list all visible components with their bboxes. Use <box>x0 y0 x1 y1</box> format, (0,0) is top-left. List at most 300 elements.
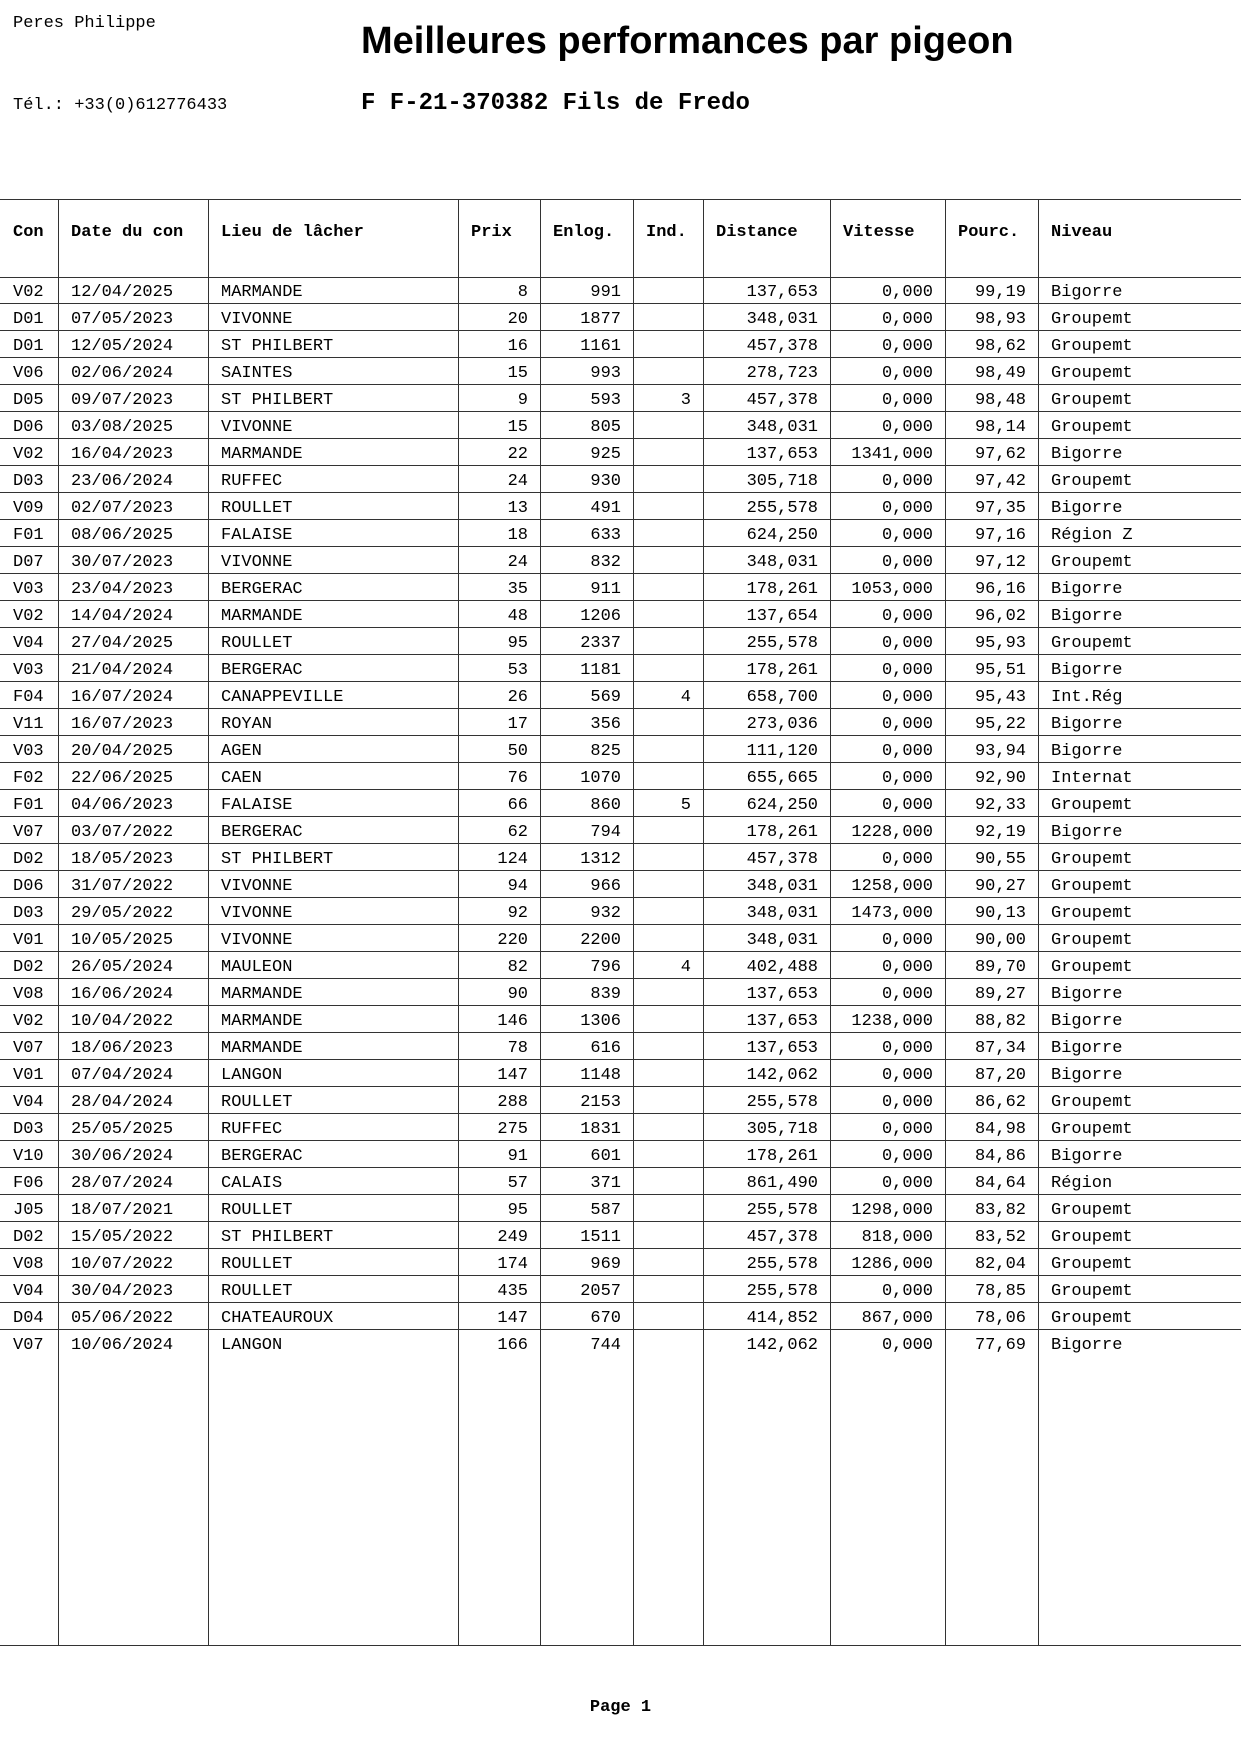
cell-enlog: 1877 <box>580 310 621 329</box>
cell-date: 03/07/2022 <box>71 823 174 842</box>
cell-niveau: Groupemt <box>1051 1255 1133 1274</box>
cell-vitesse: 0,000 <box>881 418 933 437</box>
cell-enlog: 825 <box>590 742 621 761</box>
column-divider <box>830 199 831 1645</box>
cell-date: 27/04/2025 <box>71 634 174 653</box>
cell-pourc: 78,85 <box>974 1282 1026 1301</box>
cell-vitesse: 0,000 <box>881 715 933 734</box>
cell-distance: 348,031 <box>746 310 818 329</box>
cell-vitesse: 0,000 <box>881 1147 933 1166</box>
page-number: Page 1 <box>589 1698 652 1717</box>
cell-pourc: 95,43 <box>974 688 1026 707</box>
table-row <box>0 682 1241 709</box>
cell-distance: 655,665 <box>746 769 818 788</box>
cell-prix: 82 <box>507 958 528 977</box>
column-header-con: Con <box>13 223 44 242</box>
table-row <box>0 817 1241 844</box>
cell-con: V08 <box>13 985 44 1004</box>
cell-enlog: 371 <box>590 1174 621 1193</box>
cell-prix: 15 <box>507 418 528 437</box>
cell-prix: 57 <box>507 1174 528 1193</box>
header-bottom-border <box>0 277 1241 278</box>
cell-enlog: 601 <box>590 1147 621 1166</box>
cell-prix: 13 <box>507 499 528 518</box>
cell-con: V09 <box>13 499 44 518</box>
table-row <box>0 1276 1241 1303</box>
cell-lieu: VIVONNE <box>221 310 293 329</box>
cell-vitesse: 0,000 <box>881 1039 933 1058</box>
cell-vitesse: 0,000 <box>881 337 933 356</box>
cell-date: 21/04/2024 <box>71 661 174 680</box>
cell-prix: 66 <box>507 796 528 815</box>
cell-niveau: Groupemt <box>1051 1093 1133 1112</box>
cell-vitesse: 0,000 <box>881 985 933 1004</box>
cell-con: D03 <box>13 472 44 491</box>
cell-prix: 95 <box>507 1201 528 1220</box>
cell-lieu: FALAISE <box>221 796 293 815</box>
cell-pourc: 82,04 <box>974 1255 1026 1274</box>
cell-prix: 15 <box>507 364 528 383</box>
cell-vitesse: 0,000 <box>881 742 933 761</box>
cell-niveau: Groupemt <box>1051 391 1133 410</box>
cell-prix: 26 <box>507 688 528 707</box>
cell-prix: 249 <box>497 1228 528 1247</box>
cell-distance: 414,852 <box>746 1309 818 1328</box>
cell-con: V07 <box>13 1336 44 1355</box>
table-row <box>0 628 1241 655</box>
cell-enlog: 670 <box>590 1309 621 1328</box>
table-row <box>0 1249 1241 1276</box>
cell-lieu: BERGERAC <box>221 823 303 842</box>
cell-prix: 174 <box>497 1255 528 1274</box>
cell-pourc: 84,86 <box>974 1147 1026 1166</box>
column-header-enlog: Enlog. <box>553 223 615 242</box>
cell-distance: 348,031 <box>746 418 818 437</box>
cell-prix: 24 <box>507 553 528 572</box>
cell-distance: 255,578 <box>746 1282 818 1301</box>
cell-vitesse: 1258,000 <box>851 877 933 896</box>
cell-lieu: MARMANDE <box>221 283 303 302</box>
cell-prix: 147 <box>497 1066 528 1085</box>
table-row <box>0 1033 1241 1060</box>
cell-enlog: 796 <box>590 958 621 977</box>
cell-vitesse: 0,000 <box>881 526 933 545</box>
cell-date: 23/06/2024 <box>71 472 174 491</box>
cell-prix: 22 <box>507 445 528 464</box>
column-header-pourc: Pourc. <box>958 223 1020 242</box>
cell-prix: 18 <box>507 526 528 545</box>
table-row <box>0 736 1241 763</box>
cell-niveau: Bigorre <box>1051 661 1123 680</box>
cell-enlog: 805 <box>590 418 621 437</box>
cell-niveau: Groupemt <box>1051 364 1133 383</box>
table-body <box>0 277 1241 1357</box>
cell-date: 18/05/2023 <box>71 850 174 869</box>
cell-lieu: VIVONNE <box>221 931 293 950</box>
cell-pourc: 93,94 <box>974 742 1026 761</box>
cell-enlog: 587 <box>590 1201 621 1220</box>
table-row <box>0 412 1241 439</box>
cell-distance: 305,718 <box>746 472 818 491</box>
cell-distance: 348,031 <box>746 931 818 950</box>
column-divider <box>458 199 459 1645</box>
column-header-niveau: Niveau <box>1051 223 1113 242</box>
cell-lieu: RUFFEC <box>221 1120 283 1139</box>
cell-lieu: ROULLET <box>221 1093 293 1112</box>
column-header-lieu: Lieu de lâcher <box>221 223 364 242</box>
cell-niveau: Bigorre <box>1051 823 1123 842</box>
cell-date: 30/07/2023 <box>71 553 174 572</box>
cell-pourc: 98,14 <box>974 418 1026 437</box>
column-divider <box>633 199 634 1645</box>
table-row <box>0 385 1241 412</box>
table-row <box>0 1006 1241 1033</box>
cell-lieu: FALAISE <box>221 526 293 545</box>
cell-vitesse: 0,000 <box>881 391 933 410</box>
cell-lieu: ROULLET <box>221 1282 293 1301</box>
column-divider <box>540 199 541 1645</box>
cell-lieu: MARMANDE <box>221 607 303 626</box>
cell-enlog: 930 <box>590 472 621 491</box>
cell-enlog: 593 <box>590 391 621 410</box>
cell-niveau: Internat <box>1051 769 1133 788</box>
cell-lieu: AGEN <box>221 742 262 761</box>
cell-enlog: 969 <box>590 1255 621 1274</box>
cell-prix: 92 <box>507 904 528 923</box>
cell-lieu: MARMANDE <box>221 985 303 1004</box>
cell-niveau: Groupemt <box>1051 310 1133 329</box>
cell-pourc: 78,06 <box>974 1309 1026 1328</box>
cell-lieu: ST PHILBERT <box>221 850 334 869</box>
cell-date: 18/07/2021 <box>71 1201 174 1220</box>
cell-niveau: Groupemt <box>1051 553 1133 572</box>
table-row <box>0 520 1241 547</box>
cell-date: 02/07/2023 <box>71 499 174 518</box>
owner-phone: Tél.: +33(0)612776433 <box>13 96 228 115</box>
cell-con: D02 <box>13 1228 44 1247</box>
cell-niveau: Groupemt <box>1051 634 1133 653</box>
cell-pourc: 98,49 <box>974 364 1026 383</box>
cell-prix: 17 <box>507 715 528 734</box>
cell-vitesse: 1298,000 <box>851 1201 933 1220</box>
cell-enlog: 2337 <box>580 634 621 653</box>
cell-niveau: Région <box>1051 1174 1113 1193</box>
cell-distance: 457,378 <box>746 850 818 869</box>
cell-vitesse: 0,000 <box>881 1120 933 1139</box>
cell-vitesse: 0,000 <box>881 364 933 383</box>
cell-con: F06 <box>13 1174 44 1193</box>
cell-lieu: VIVONNE <box>221 418 293 437</box>
cell-con: D05 <box>13 391 44 410</box>
cell-pourc: 97,16 <box>974 526 1026 545</box>
cell-pourc: 97,42 <box>974 472 1026 491</box>
column-divider <box>208 199 209 1645</box>
cell-date: 29/05/2022 <box>71 904 174 923</box>
table-row <box>0 601 1241 628</box>
cell-distance: 457,378 <box>746 391 818 410</box>
cell-enlog: 832 <box>590 553 621 572</box>
cell-pourc: 92,19 <box>974 823 1026 842</box>
cell-con: V10 <box>13 1147 44 1166</box>
column-header-distance: Distance <box>716 223 798 242</box>
cell-enlog: 491 <box>590 499 621 518</box>
column-divider <box>945 199 946 1645</box>
table-row <box>0 763 1241 790</box>
cell-date: 22/06/2025 <box>71 769 174 788</box>
cell-distance: 137,654 <box>746 607 818 626</box>
page-title: Meilleures performances par pigeon <box>361 20 1014 62</box>
cell-niveau: Bigorre <box>1051 283 1123 302</box>
cell-enlog: 1148 <box>580 1066 621 1085</box>
cell-con: V07 <box>13 823 44 842</box>
cell-con: V01 <box>13 1066 44 1085</box>
table-row <box>0 1195 1241 1222</box>
cell-lieu: LANGON <box>221 1336 283 1355</box>
cell-distance: 402,488 <box>746 958 818 977</box>
cell-distance: 273,036 <box>746 715 818 734</box>
cell-lieu: ST PHILBERT <box>221 1228 334 1247</box>
cell-con: V07 <box>13 1039 44 1058</box>
cell-date: 02/06/2024 <box>71 364 174 383</box>
table-row <box>0 1141 1241 1168</box>
cell-pourc: 87,34 <box>974 1039 1026 1058</box>
cell-date: 16/04/2023 <box>71 445 174 464</box>
cell-lieu: BERGERAC <box>221 1147 303 1166</box>
cell-vitesse: 0,000 <box>881 661 933 680</box>
cell-vitesse: 0,000 <box>881 283 933 302</box>
cell-date: 18/06/2023 <box>71 1039 174 1058</box>
cell-con: V04 <box>13 634 44 653</box>
cell-prix: 8 <box>517 283 528 302</box>
cell-pourc: 77,69 <box>974 1336 1026 1355</box>
cell-lieu: BERGERAC <box>221 580 303 599</box>
cell-con: D06 <box>13 877 44 896</box>
table-row <box>0 1222 1241 1249</box>
cell-niveau: Bigorre <box>1051 985 1123 1004</box>
cell-enlog: 1306 <box>580 1012 621 1031</box>
cell-date: 16/07/2024 <box>71 688 174 707</box>
cell-prix: 78 <box>507 1039 528 1058</box>
cell-date: 10/07/2022 <box>71 1255 174 1274</box>
cell-vitesse: 0,000 <box>881 1093 933 1112</box>
cell-pourc: 96,02 <box>974 607 1026 626</box>
cell-con: D07 <box>13 553 44 572</box>
cell-vitesse: 818,000 <box>861 1228 933 1247</box>
cell-vitesse: 1228,000 <box>851 823 933 842</box>
cell-prix: 124 <box>497 850 528 869</box>
cell-enlog: 569 <box>590 688 621 707</box>
cell-distance: 861,490 <box>746 1174 818 1193</box>
table-row <box>0 1087 1241 1114</box>
cell-vitesse: 0,000 <box>881 553 933 572</box>
cell-niveau: Groupemt <box>1051 1228 1133 1247</box>
cell-date: 16/07/2023 <box>71 715 174 734</box>
cell-lieu: ST PHILBERT <box>221 391 334 410</box>
cell-con: V02 <box>13 445 44 464</box>
cell-niveau: Région Z <box>1051 526 1133 545</box>
cell-date: 10/05/2025 <box>71 931 174 950</box>
cell-con: D06 <box>13 418 44 437</box>
cell-niveau: Groupemt <box>1051 472 1133 491</box>
cell-pourc: 83,82 <box>974 1201 1026 1220</box>
cell-con: D01 <box>13 337 44 356</box>
cell-lieu: CANAPPEVILLE <box>221 688 344 707</box>
cell-pourc: 95,93 <box>974 634 1026 653</box>
cell-con: F01 <box>13 796 44 815</box>
cell-distance: 348,031 <box>746 553 818 572</box>
cell-pourc: 90,13 <box>974 904 1026 923</box>
cell-distance: 305,718 <box>746 1120 818 1139</box>
cell-pourc: 97,35 <box>974 499 1026 518</box>
table-row <box>0 493 1241 520</box>
cell-con: V06 <box>13 364 44 383</box>
cell-niveau: Groupemt <box>1051 1120 1133 1139</box>
table-row <box>0 574 1241 601</box>
table-row <box>0 979 1241 1006</box>
cell-con: V03 <box>13 580 44 599</box>
cell-distance: 178,261 <box>746 823 818 842</box>
table-row <box>0 844 1241 871</box>
cell-lieu: CAEN <box>221 769 262 788</box>
cell-enlog: 925 <box>590 445 621 464</box>
performance-table <box>0 199 1241 1645</box>
cell-vitesse: 0,000 <box>881 1066 933 1085</box>
table-row <box>0 709 1241 736</box>
cell-date: 31/07/2022 <box>71 877 174 896</box>
cell-lieu: CALAIS <box>221 1174 283 1193</box>
cell-niveau: Groupemt <box>1051 796 1133 815</box>
cell-prix: 76 <box>507 769 528 788</box>
cell-con: D03 <box>13 1120 44 1139</box>
cell-niveau: Bigorre <box>1051 1066 1123 1085</box>
cell-enlog: 356 <box>590 715 621 734</box>
cell-con: V11 <box>13 715 44 734</box>
cell-lieu: SAINTES <box>221 364 293 383</box>
cell-prix: 35 <box>507 580 528 599</box>
cell-niveau: Groupemt <box>1051 850 1133 869</box>
cell-enlog: 794 <box>590 823 621 842</box>
cell-pourc: 92,90 <box>974 769 1026 788</box>
cell-date: 12/04/2025 <box>71 283 174 302</box>
cell-pourc: 89,70 <box>974 958 1026 977</box>
cell-vitesse: 0,000 <box>881 607 933 626</box>
cell-con: V08 <box>13 1255 44 1274</box>
cell-prix: 50 <box>507 742 528 761</box>
cell-lieu: VIVONNE <box>221 877 293 896</box>
cell-enlog: 932 <box>590 904 621 923</box>
cell-vitesse: 0,000 <box>881 769 933 788</box>
cell-enlog: 1070 <box>580 769 621 788</box>
cell-vitesse: 0,000 <box>881 958 933 977</box>
cell-pourc: 97,62 <box>974 445 1026 464</box>
cell-vitesse: 1286,000 <box>851 1255 933 1274</box>
cell-enlog: 991 <box>590 283 621 302</box>
cell-distance: 255,578 <box>746 499 818 518</box>
cell-enlog: 616 <box>590 1039 621 1058</box>
cell-enlog: 1206 <box>580 607 621 626</box>
cell-distance: 255,578 <box>746 634 818 653</box>
cell-date: 30/04/2023 <box>71 1282 174 1301</box>
owner-name: Peres Philippe <box>13 14 156 33</box>
cell-date: 30/06/2024 <box>71 1147 174 1166</box>
cell-con: V04 <box>13 1282 44 1301</box>
cell-con: D04 <box>13 1309 44 1328</box>
cell-enlog: 1312 <box>580 850 621 869</box>
cell-niveau: Bigorre <box>1051 742 1123 761</box>
cell-vitesse: 0,000 <box>881 850 933 869</box>
cell-niveau: Groupemt <box>1051 958 1133 977</box>
cell-pourc: 92,33 <box>974 796 1026 815</box>
cell-date: 10/04/2022 <box>71 1012 174 1031</box>
cell-ind: 4 <box>680 688 691 707</box>
cell-vitesse: 1238,000 <box>851 1012 933 1031</box>
cell-con: V01 <box>13 931 44 950</box>
cell-lieu: CHATEAUROUX <box>221 1309 334 1328</box>
column-header-prix: Prix <box>471 223 512 242</box>
cell-enlog: 911 <box>590 580 621 599</box>
cell-ind: 5 <box>680 796 691 815</box>
table-row <box>0 1330 1241 1357</box>
column-divider <box>58 199 59 1645</box>
cell-con: V02 <box>13 283 44 302</box>
cell-niveau: Bigorre <box>1051 1147 1123 1166</box>
cell-distance: 178,261 <box>746 1147 818 1166</box>
cell-distance: 255,578 <box>746 1255 818 1274</box>
cell-con: V02 <box>13 1012 44 1031</box>
cell-pourc: 97,12 <box>974 553 1026 572</box>
cell-enlog: 2153 <box>580 1093 621 1112</box>
cell-niveau: Bigorre <box>1051 1039 1123 1058</box>
cell-con: D02 <box>13 958 44 977</box>
cell-con: D02 <box>13 850 44 869</box>
cell-con: F02 <box>13 769 44 788</box>
cell-prix: 90 <box>507 985 528 1004</box>
cell-distance: 457,378 <box>746 337 818 356</box>
cell-pourc: 90,55 <box>974 850 1026 869</box>
cell-distance: 348,031 <box>746 877 818 896</box>
cell-niveau: Groupemt <box>1051 337 1133 356</box>
cell-lieu: ST PHILBERT <box>221 337 334 356</box>
cell-enlog: 2200 <box>580 931 621 950</box>
cell-lieu: ROULLET <box>221 1255 293 1274</box>
column-header-ind: Ind. <box>646 223 687 242</box>
cell-vitesse: 0,000 <box>881 688 933 707</box>
cell-prix: 48 <box>507 607 528 626</box>
cell-date: 16/06/2024 <box>71 985 174 1004</box>
cell-con: V03 <box>13 661 44 680</box>
cell-pourc: 98,48 <box>974 391 1026 410</box>
cell-pourc: 98,62 <box>974 337 1026 356</box>
cell-pourc: 83,52 <box>974 1228 1026 1247</box>
cell-prix: 20 <box>507 310 528 329</box>
cell-distance: 137,653 <box>746 445 818 464</box>
table-row <box>0 655 1241 682</box>
cell-vitesse: 1053,000 <box>851 580 933 599</box>
cell-prix: 220 <box>497 931 528 950</box>
cell-con: D03 <box>13 904 44 923</box>
cell-con: F01 <box>13 526 44 545</box>
cell-prix: 94 <box>507 877 528 896</box>
cell-date: 28/04/2024 <box>71 1093 174 1112</box>
table-row <box>0 304 1241 331</box>
cell-con: J05 <box>13 1201 44 1220</box>
table-row <box>0 871 1241 898</box>
cell-pourc: 98,93 <box>974 310 1026 329</box>
cell-vitesse: 0,000 <box>881 1282 933 1301</box>
table-row <box>0 466 1241 493</box>
cell-lieu: VIVONNE <box>221 553 293 572</box>
cell-niveau: Groupemt <box>1051 877 1133 896</box>
